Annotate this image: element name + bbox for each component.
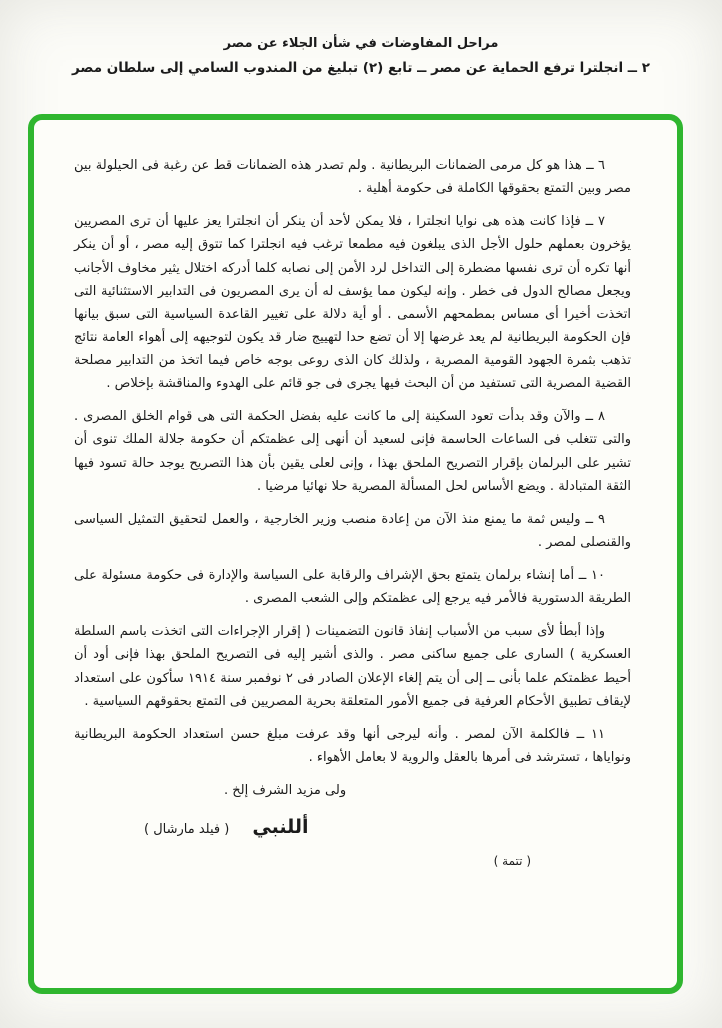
paragraph-10: ١٠ ــ أما إنشاء برلمان يتمتع بحق الإشراف والرقابة على السياسة والإدارة فى حكومة مسئولة على الطريقة الدستورية فالأمر فيه يرجع إلى عظمتكم وإلى الشعب المصرى .: [74, 568, 631, 607]
paragraph-8: ٨ ــ والآن وقد بدأت تعود السكينة إلى ما كانت عليه بفضل الحكمة التى هى قوام الخلق المصرى . والتى تتغلب فى الساعات الحاسمة فإنى لسعيد أن أنهى إلى عظمتكم أن حكومة جلالة الملك تنوى أن تشير على البرلمان بإقرار التصريح الملحق بهذا ، وإنى لعلى يقين بأن هذا التصريح يوجد حالة تسود فيها الثقة المتبادلة . ويضع الأساس لحل المسألة المصرية حلا نهائيا مرضيا .: [74, 409, 631, 494]
document-frame: [28, 114, 683, 994]
signature-name: أللنبي: [252, 816, 309, 839]
paragraph-9: ٩ ــ وليس ثمة ما يمنع منذ الآن من إعادة منصب وزير الخارجية ، والعمل لتحقيق التمثيل السياسى والقنصلى لمصر .: [74, 511, 631, 550]
paragraph-11: ١١ ــ فالكلمة الآن لمصر . وأنه ليرجى أنها وقد عرفت مبلغ حسن استعداد الحكومة البريطانية ونواياها ، تسترشد فى أمرها بالعقل والروية لا بعامل الأهواء .: [74, 726, 631, 765]
page-header: [0, 36, 722, 76]
closing-line: ولى مزيد الشرف إلخ .: [224, 783, 347, 798]
signature-title: ( فيلد مارشال ): [144, 822, 230, 838]
footer-note: ( تتمة ): [493, 854, 531, 869]
document-title: مراحل المفاوضات في شأن الجلاء عن مصر: [223, 36, 499, 51]
signature-block: [74, 816, 631, 838]
paragraph-7: ٧ ــ فإذا كانت هذه هى نوايا انجلترا ، فلا يمكن لأحد أن ينكر أن انجلترا يعز عليها أن ترى المصريين يؤخرون بعملهم حلول الأجل الذى يبلغون فيه مطمعا ترغب فيه انجلترا كما تتوق إليه مصر ، أو أن ينكر أنها تكره أن ترى نفسها مضطرة إلى التداخل لرد الأمن إلى نصابه كلما أدركه اختلال يثير مخاوف الأجانب ويجعل مصالح الدول فى خطر . وإنه ليكون مما يؤسف له أن يرى المصريون فى التدابير الاستثنائية التى اتخذت أخيرا أى مساس بمطمحهم الأسمى . أو أية دلالة على تغيير القاعدة السياسية التى سبق بيانها فإن الحكومة البريطانية لم يعد غرضها إلا أن تضع حدا لتهييج ضار قد يكون لتوجيهه إلى أهواء العامة نتائج تذهب بثمرة الجهود القومية المصرية ، ولذلك كان الذى روعى بوجه خاص فيما اتخذ من التدابير مصلحة القضية المصرية التى تستفيد من أن البحث فيها يجرى فى جو قائم على الهدوء والمناقشة بإخلاص .: [74, 214, 631, 392]
paragraph-indemnity: وإذا أبطأ لأى سبب من الأسباب إنفاذ قانون التضمينات ( إقرار الإجراءات التى اتخذت باسم السلطة العسكرية ) السارى على جميع ساكنى مصر . والذى أشير إليه فى التصريح الملحق بهذا فإنى أود أن أحيط عظمتكم علما بأنى ــ إلى أن يتم إلغاء الإعلان الصادر فى ٢ نوفمبر سنة ١٩١٤ سأكون على استعداد لإيقاف تطبيق الأحكام العرفية فى جميع الأمور المتعلقة بحرية المصريين فى التمتع بحقوقهم السياسية .: [74, 624, 631, 709]
paragraph-6: ٦ ــ هذا هو كل مرمى الضمانات البريطانية . ولم تصدر هذه الضمانات قط عن رغبة فى الحيلولة بين مصر وبين التمتع بحقوقها الكاملة فى حكومة أهلية .: [74, 158, 631, 197]
document-subtitle: ٢ ــ انجلترا ترفع الحماية عن مصر ــ تابع (٢) تبليغ من المندوب السامي إلى سلطان مصر: [72, 60, 650, 76]
